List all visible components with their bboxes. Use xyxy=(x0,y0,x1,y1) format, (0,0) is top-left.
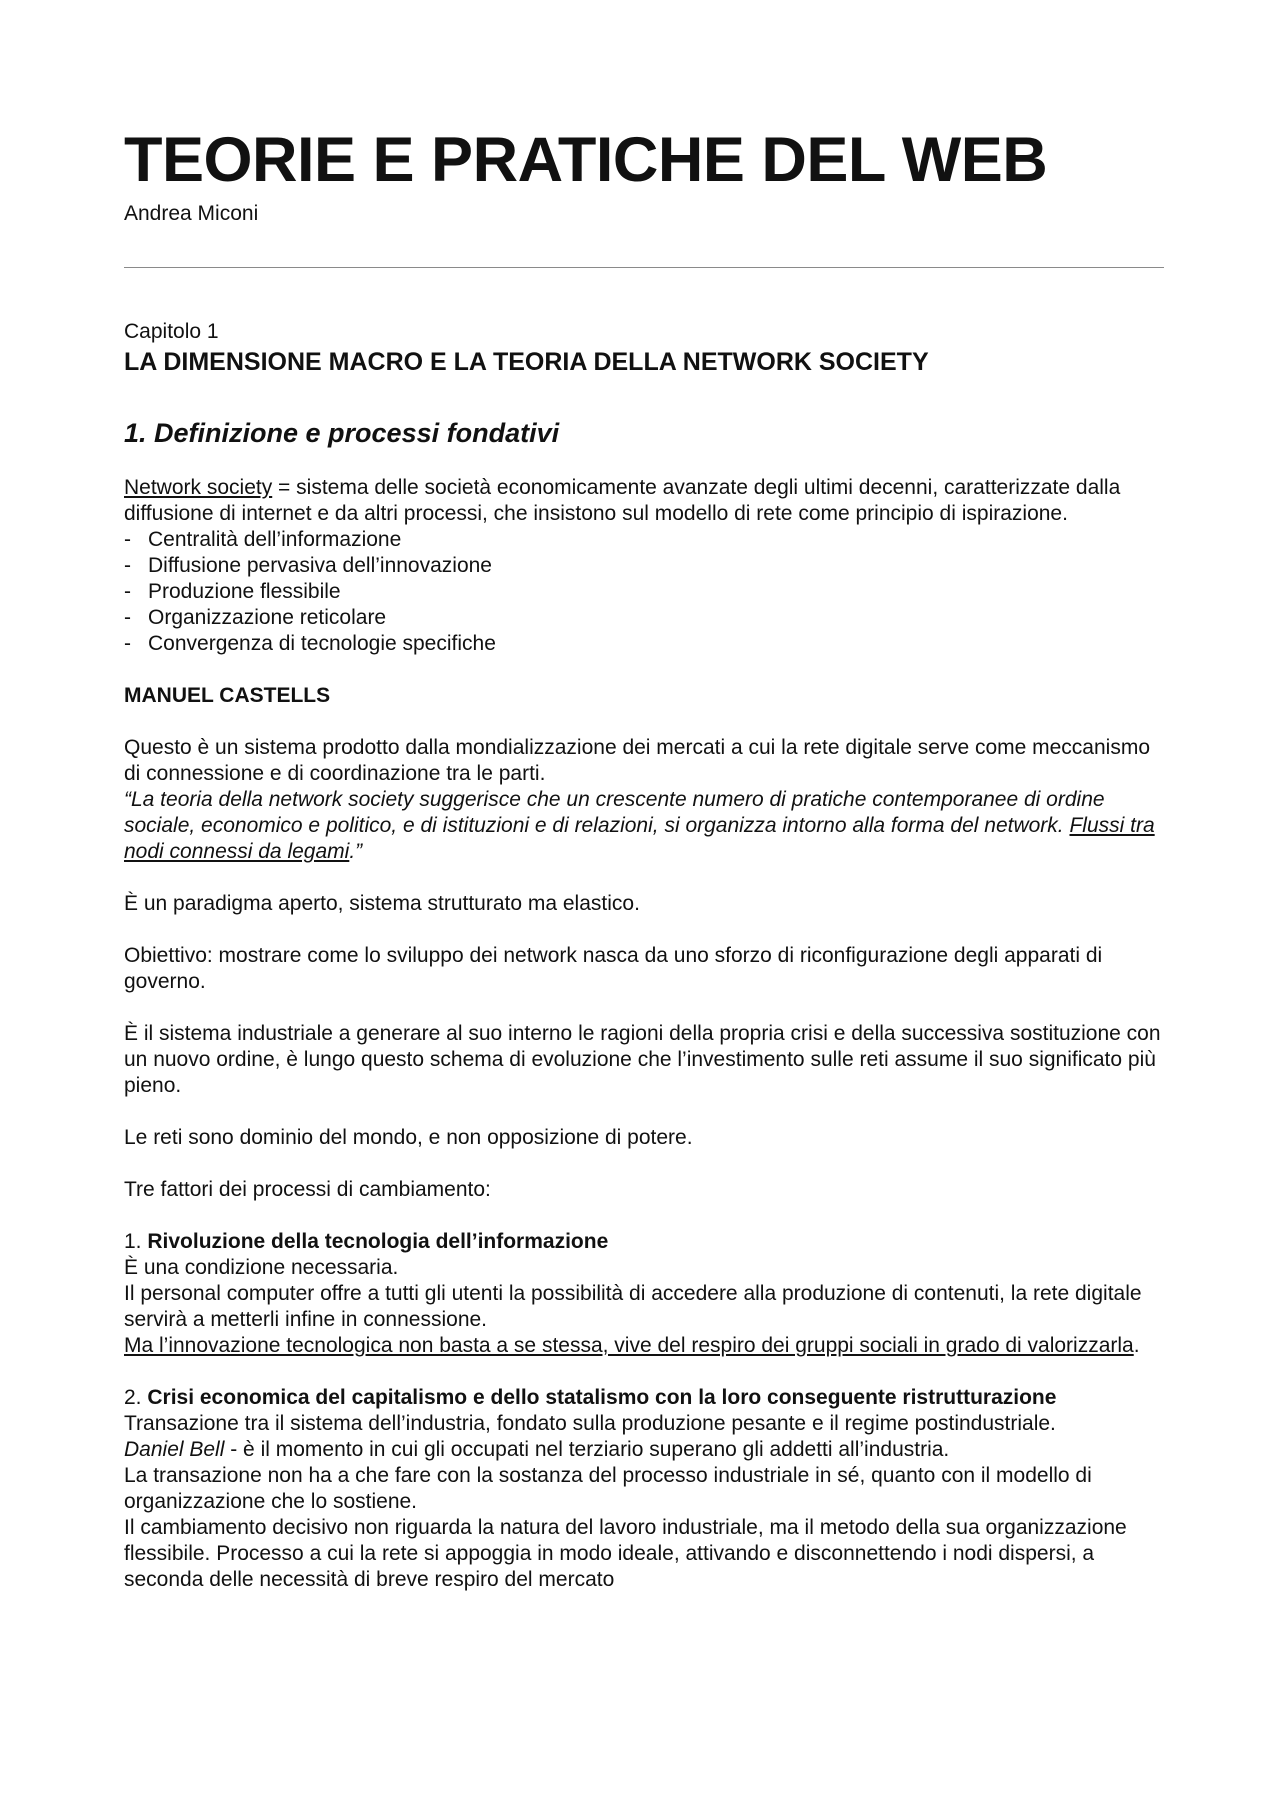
chapter-label: Capitolo 1 xyxy=(124,320,219,343)
factor1-underlined: Ma l’innovazione tecnologica non basta a se stessa, vive del respiro dei gruppi sociali in grado di valorizzarla xyxy=(124,1334,1134,1357)
factor2-bell xyxy=(124,1437,1164,1463)
factor2-number: 2. xyxy=(124,1386,148,1409)
bell-name: Daniel Bell xyxy=(124,1438,225,1461)
list-item: - Diffusione pervasiva dell’innovazione xyxy=(124,553,1164,579)
factor2-heading xyxy=(124,1385,1164,1411)
castells-heading: MANUEL CASTELLS xyxy=(124,684,331,707)
list-item: - Centralità dell’informazione xyxy=(124,527,1164,553)
factor2-title: Crisi economica del capitalismo e dello statalismo con la loro conseguente ristrutturazione xyxy=(147,1386,1057,1409)
objective-paragraph: Obiettivo: mostrare come lo sviluppo dei network nasca da uno sforzo di riconfigurazione degli apparati di governo. xyxy=(124,944,1103,993)
factors-intro: Tre fattori dei processi di cambiamento: xyxy=(124,1178,491,1201)
factor2-line1: Transazione tra il sistema dell’industria, fondato sulla produzione pesante e il regime postindustriale. xyxy=(124,1412,1056,1435)
chapter-title: LA DIMENSIONE MACRO E LA TEORIA DELLA NETWORK SOCIETY xyxy=(124,348,929,376)
factor1-line2: Il personal computer offre a tutti gli utenti la possibilità di accedere alla produzione di contenuti, la rete digitale servirà a metterli infine in connessione. xyxy=(124,1282,1142,1331)
document-body xyxy=(124,475,1164,1593)
list-item: - Organizzazione reticolare xyxy=(124,605,1164,631)
definition-paragraph xyxy=(124,475,1164,527)
characteristics-list xyxy=(124,527,1164,657)
header-divider xyxy=(124,267,1164,268)
list-item: - Produzione flessibile xyxy=(124,579,1164,605)
factor1-line1: È una condizione necessaria. xyxy=(124,1256,399,1279)
definition-text: = sistema delle società economicamente avanzate degli ultimi decenni, caratterizzate dalla diffusione di internet e da altri processi, che insistono sul modello di rete come principio di ispirazione. xyxy=(124,476,1121,525)
castells-intro: Questo è un sistema prodotto dalla mondializzazione dei mercati a cui la rete digitale serve come meccanismo di connessione e di coordinazione tra le parti. xyxy=(124,736,1151,785)
factor1-underlined-paragraph xyxy=(124,1333,1164,1359)
domain-paragraph: Le reti sono dominio del mondo, e non opposizione di potere. xyxy=(124,1126,693,1149)
quote-main: “La teoria della network society suggerisce che un crescente numero di pratiche contemporanee di ordine sociale, economico e politico, e di istituzioni e di relazioni, si organizza intorno alla forma del network. xyxy=(124,788,1105,837)
definition-term: Network society xyxy=(124,476,273,499)
paradigm-paragraph: È un paradigma aperto, sistema strutturato ma elastico. xyxy=(124,892,640,915)
factor1-title: Rivoluzione della tecnologia dell’informazione xyxy=(147,1230,609,1253)
quote-underlined: Flussi tra nodi connessi da legami xyxy=(124,814,1155,863)
castells-quote xyxy=(124,787,1164,865)
list-item: - Convergenza di tecnologie specifiche xyxy=(124,631,1164,657)
factor1-number: 1. xyxy=(124,1230,148,1253)
factor1-underlined-end: . xyxy=(1133,1334,1140,1357)
document-title: TEORIE E PRATICHE DEL WEB xyxy=(124,125,1048,195)
factor2-line4: Il cambiamento decisivo non riguarda la natura del lavoro industriale, ma il metodo della sua organizzazione flessibile. Processo a cui la rete si appoggia in modo ideale, attivando e disconnettendo i nodi dispersi, a seconda delle necessità di breve respiro del mercato xyxy=(124,1516,1127,1591)
section-title: 1. Definizione e processi fondativi xyxy=(124,418,560,448)
author-name: Andrea Miconi xyxy=(124,202,259,225)
factor1-heading xyxy=(124,1229,1164,1255)
bell-text: - è il momento in cui gli occupati nel terziario superano gli addetti all’industria. xyxy=(224,1438,950,1461)
factor2-line3: La transazione non ha a che fare con la sostanza del processo industriale in sé, quanto con il modello di organizzazione che lo sostiene. xyxy=(124,1464,1092,1513)
industrial-paragraph: È il sistema industriale a generare al suo interno le ragioni della propria crisi e della successiva sostituzione con un nuovo ordine, è lungo questo schema di evoluzione che l’investimento sulle reti assume il suo significato più pieno. xyxy=(124,1022,1161,1097)
quote-end: .” xyxy=(349,840,363,863)
